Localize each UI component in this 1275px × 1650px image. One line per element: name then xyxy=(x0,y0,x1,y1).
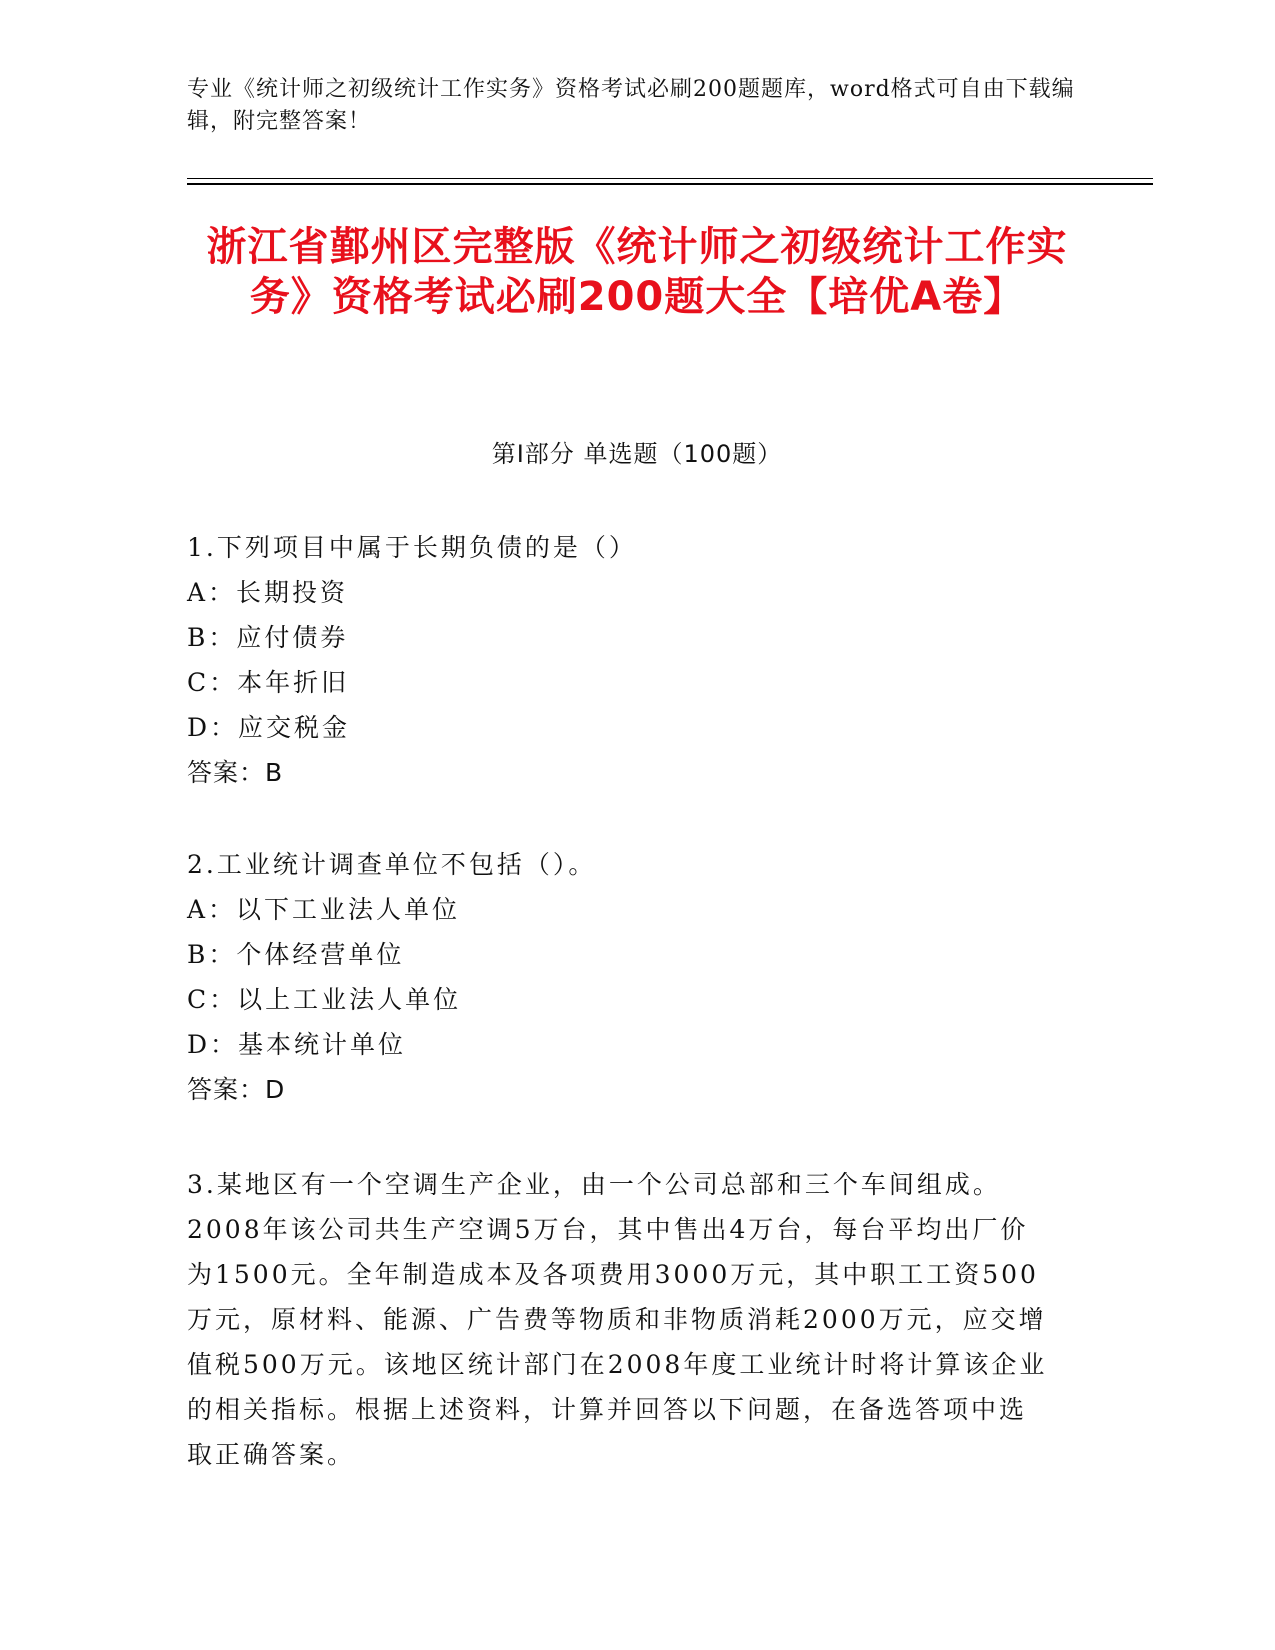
document-title: 浙江省鄞州区完整版《统计师之初级统计工作实务》资格考试必刷200题大全【培优A卷】 xyxy=(206,224,1068,320)
option-b: B：个体经营单位 xyxy=(187,940,405,969)
option-c: C：本年折旧 xyxy=(187,668,350,697)
option-a: A：以下工业法人单位 xyxy=(187,895,461,924)
header-rule-thin xyxy=(187,178,1153,179)
answer: 答案：B xyxy=(187,758,284,787)
option-a: A：长期投资 xyxy=(187,578,349,607)
option-d: D：应交税金 xyxy=(187,713,351,742)
question-stem-line: 2008年该公司共生产空调5万台，其中售出4万台，每台平均出厂价 xyxy=(187,1215,1029,1244)
question-stem-line: 取正确答案。 xyxy=(187,1440,356,1469)
section-title: 第I部分 单选题（100题） xyxy=(491,440,783,468)
question-3 xyxy=(187,1162,1067,1477)
option-c: C：以上工业法人单位 xyxy=(187,985,462,1014)
option-b: B：应付债券 xyxy=(187,623,349,652)
question-stem: 1.下列项目中属于长期负债的是（） xyxy=(187,533,637,562)
question-stem-line: 为1500元。全年制造成本及各项费用3000万元，其中职工工资500 xyxy=(187,1260,1039,1289)
header-rule-thick xyxy=(187,183,1153,185)
question-stem-line: 的相关指标。根据上述资料，计算并回答以下问题，在备选答项中选 xyxy=(187,1395,1028,1424)
answer: 答案：D xyxy=(187,1075,286,1104)
question-1 xyxy=(187,525,1067,795)
question-stem: 2.工业统计调查单位不包括（）。 xyxy=(187,850,597,879)
question-stem-line: 万元，原材料、能源、广告费等物质和非物质消耗2000万元，应交增 xyxy=(187,1305,1047,1334)
question-stem-line: 值税500万元。该地区统计部门在2008年度工业统计时将计算该企业 xyxy=(187,1350,1048,1379)
question-stem-line: 3.某地区有一个空调生产企业，由一个公司总部和三个车间组成。 xyxy=(187,1170,1001,1199)
header-note: 专业《统计师之初级统计工作实务》资格考试必刷200题题库，word格式可自由下载编辑，附完整答案！ xyxy=(187,77,1075,134)
option-d: D：基本统计单位 xyxy=(187,1030,407,1059)
question-2 xyxy=(187,842,1067,1112)
